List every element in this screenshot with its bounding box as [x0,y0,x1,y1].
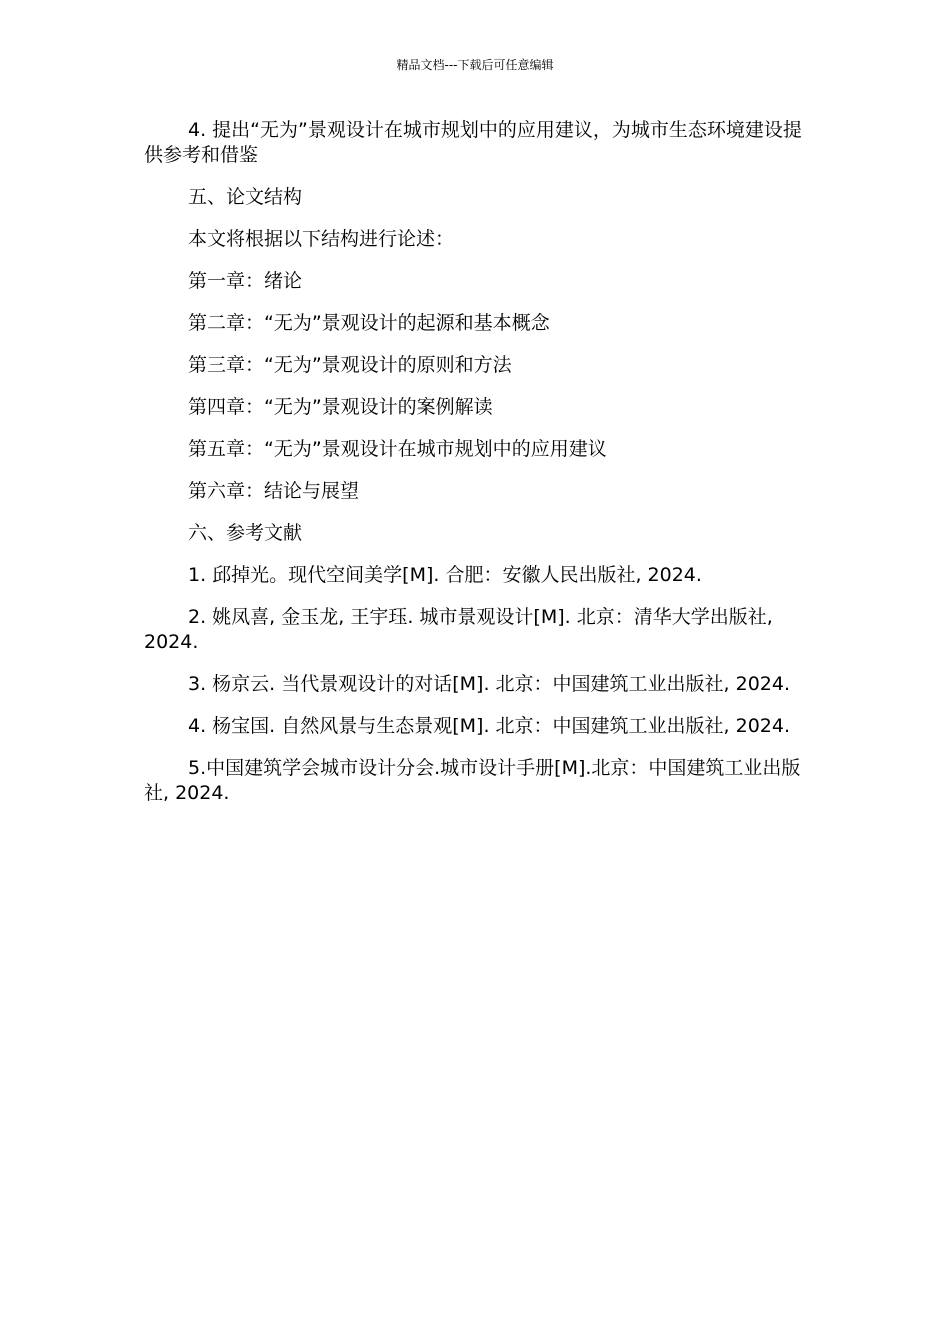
chapter-6: 第六章：结论与展望 [188,480,360,502]
chapter-2: 第二章：“无为”景观设计的起源和基本概念 [188,312,550,334]
reference-2: 2. 姚凤喜, 金玉龙, 王宇珏. 城市景观设计[M]. 北京：清华大学出版社, 2024. [144,606,779,653]
chapter-3: 第三章：“无为”景观设计的原则和方法 [188,354,512,376]
reference-5: 5.中国建筑学会城市设计分会.城市设计手册[M].北京：中国建筑工业出版社, 2024. [144,757,801,804]
reference-1: 1. 邱掉光。现代空间美学[M]. 合肥：安徽人民出版社, 2024. [188,564,702,586]
structure-intro: 本文将根据以下结构进行论述： [188,228,455,250]
section-heading-structure: 五、论文结构 [188,186,303,208]
chapter-1: 第一章：绪论 [188,270,303,292]
page-header: 精品文档---下载后可任意编辑 [396,58,554,72]
reference-3: 3. 杨京云. 当代景观设计的对话[M]. 北京：中国建筑工业出版社, 2024. [188,673,791,695]
objective-item-4: 4. 提出“无为”景观设计在城市规划中的应用建议，为城市生态环境建设提供参考和借鉴 [144,119,802,166]
chapter-4: 第四章：“无为”景观设计的案例解读 [188,396,493,418]
reference-4: 4. 杨宝国. 自然风景与生态景观[M]. 北京：中国建筑工业出版社, 2024. [188,715,791,737]
section-heading-references: 六、参考文献 [188,522,303,544]
chapter-5: 第五章：“无为”景观设计在城市规划中的应用建议 [188,438,607,460]
document-body [144,118,810,823]
